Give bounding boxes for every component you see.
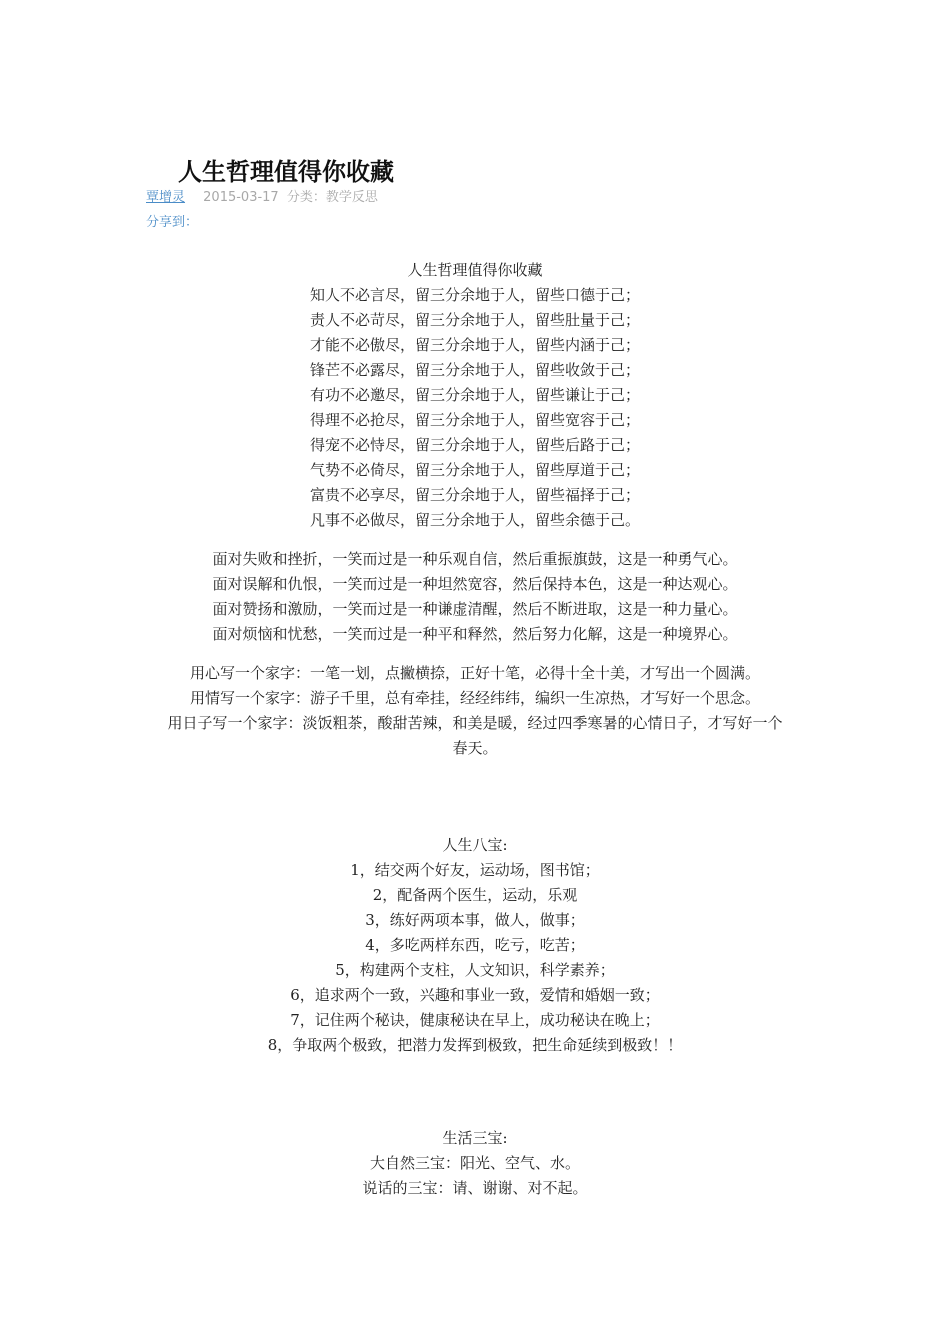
article-body: [140, 258, 810, 1201]
verse-line: 得宠不必恃尽，留三分余地于人，留些后路于己；: [309, 436, 640, 454]
attitude-line: 面对误解和仇恨，一笑而过是一种坦然宽容，然后保持本色，这是一种达观心。: [212, 575, 738, 593]
home-line: 用情写一个家字：游子千里，总有牵挂，经经纬纬，编织一生凉热，才写好一个思念。: [189, 689, 760, 707]
treasure-item: 说话的三宝：请、谢谢、对不起。: [362, 1179, 588, 1197]
author-link[interactable]: 覃增灵: [146, 190, 186, 205]
home-line: 用日子写一个家字：淡饭粗茶，酸甜苦辣，和美是暖，经过四季寒暑的心情日子，才写好一个: [167, 714, 783, 732]
three-treasures-block: [140, 1126, 810, 1201]
verse-line: 才能不必傲尽，留三分余地于人，留些内涵于己；: [309, 336, 640, 354]
share-label[interactable]: 分享到：: [146, 215, 199, 230]
home-block: [140, 661, 810, 761]
treasure-item: 8，争取两个极致，把潜力发挥到极致，把生命延续到极致！！: [267, 1036, 683, 1054]
treasure-item: 5，构建两个支柱，人文知识，科学素养；: [335, 961, 615, 979]
verse-line: 知人不必言尽，留三分余地于人，留些口德于己；: [309, 286, 640, 304]
verse-line: 得理不必抢尽，留三分余地于人，留些宽容于己；: [309, 411, 640, 429]
page-title: 人生哲理值得你收藏: [178, 158, 394, 186]
attitude-line: 面对烦恼和忧愁，一笑而过是一种平和释然，然后努力化解，这是一种境界心。: [212, 625, 738, 643]
treasure-item: 1，结交两个好友，运动场，图书馆；: [350, 861, 600, 879]
home-line: 用心写一个家字：一笔一划，点撇横捺，正好十笔，必得十全十美，才写出一个圆满。: [189, 664, 760, 682]
post-category: 分类：教学反思: [286, 190, 378, 205]
verse-line: 责人不必苛尽，留三分余地于人，留些肚量于己；: [309, 311, 640, 329]
treasure-item: 大自然三宝：阳光、空气、水。: [369, 1154, 580, 1172]
attitude-line: 面对失败和挫折，一笑而过是一种乐观自信，然后重振旗鼓，这是一种勇气心。: [212, 550, 738, 568]
verse-line: 富贵不必享尽，留三分余地于人，留些福择于己；: [309, 486, 640, 504]
article-heading: 人生哲理值得你收藏: [407, 261, 543, 279]
eight-treasures-title: 人生八宝:: [442, 836, 508, 854]
verse-line: 有功不必邀尽，留三分余地于人，留些谦让于己；: [309, 386, 640, 404]
verse-line: 锋芒不必露尽，留三分余地于人，留些收敛于己；: [309, 361, 640, 379]
attitudes-block: [140, 547, 810, 647]
verse-line: 气势不必倚尽，留三分余地于人，留些厚道于己；: [309, 461, 640, 479]
three-treasures-title: 生活三宝:: [442, 1129, 508, 1147]
attitude-line: 面对赞扬和激励，一笑而过是一种谦虚清醒，然后不断进取，这是一种力量心。: [212, 600, 738, 618]
post-meta: [146, 186, 378, 205]
verses-block: [140, 283, 810, 533]
treasure-item: 6，追求两个一致，兴趣和事业一致，爱情和婚姻一致；: [290, 986, 660, 1004]
treasure-item: 3，练好两项本事，做人，做事；: [365, 911, 585, 929]
home-line: 春天。: [452, 739, 498, 757]
verse-line: 凡事不必做尽，留三分余地于人，留些余德于己。: [309, 511, 640, 529]
treasure-item: 2，配备两个医生，运动，乐观: [372, 886, 578, 904]
post-date: 2015-03-17: [203, 190, 279, 205]
eight-treasures-block: [140, 833, 810, 1058]
treasure-item: 4，多吃两样东西，吃亏，吃苦；: [365, 936, 585, 954]
treasure-item: 7，记住两个秘诀，健康秘诀在早上，成功秘诀在晚上；: [290, 1011, 660, 1029]
